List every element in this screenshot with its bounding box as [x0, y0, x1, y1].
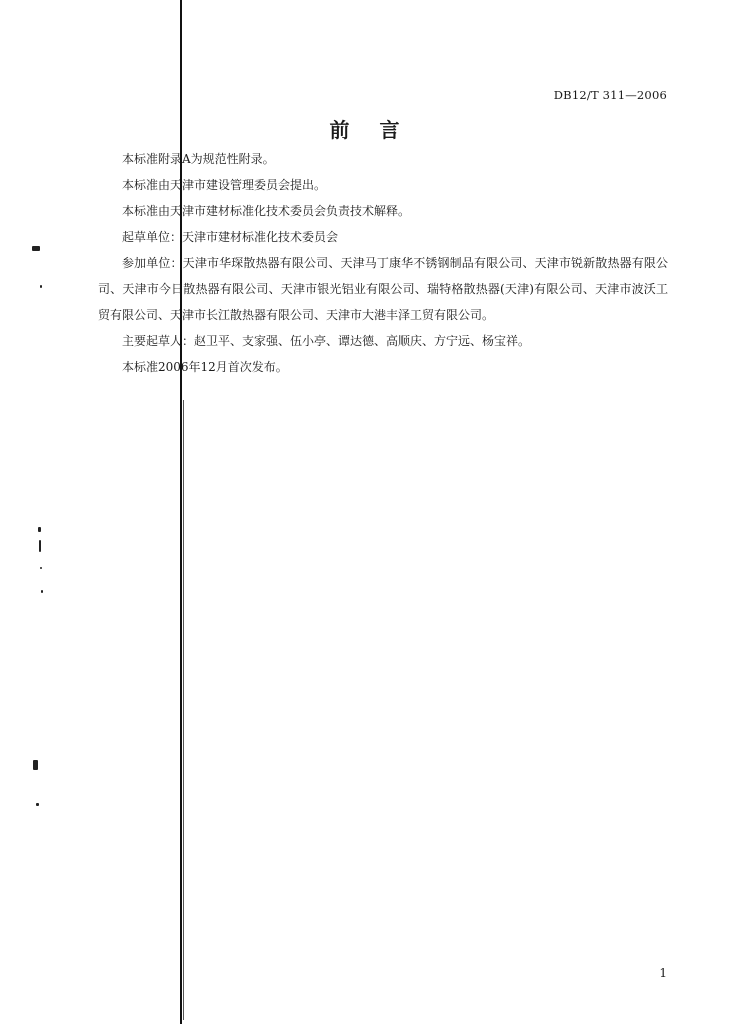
document-code: DB12/T 311—2006 [553, 88, 667, 102]
scan-speck [36, 803, 39, 806]
scan-speck [33, 760, 38, 770]
page-number: 1 [659, 966, 667, 980]
scan-artifact-line-secondary [183, 400, 184, 1020]
scan-speck [39, 540, 41, 552]
document-body [98, 146, 668, 380]
paragraph-release-date: 本标准2006年12月首次发布。 [122, 360, 288, 374]
scan-speck [38, 527, 41, 532]
scan-speck [32, 246, 40, 251]
paragraph-appendix-note: 本标准附录A为规范性附录。 [122, 152, 275, 166]
paragraph-main-drafters: 主要起草人：赵卫平、支家强、伍小亭、谭达德、高顺庆、方宁远、杨宝祥。 [122, 334, 531, 348]
scan-speck [40, 567, 42, 569]
paragraph-interpreter: 本标准由天津市建材标准化技术委员会负责技术解释。 [122, 204, 411, 218]
scan-speck [40, 285, 42, 288]
paragraph-proposer: 本标准由天津市建设管理委员会提出。 [122, 178, 327, 192]
paragraph-participating-units: 参加单位：天津市华琛散热器有限公司、天津马丁康华不锈钢制品有限公司、天津市锐新散热器有限公司、天津市今日散热器有限公司、天津市银光铝业有限公司、瑞特格散热器(天津)有限公司、天津市波沃工贸有限公司、天津市长江散热器有限公司、天津市大港丰泽工贸有限公司。 [98, 256, 668, 322]
paragraph-drafting-unit: 起草单位：天津市建材标准化技术委员会 [122, 230, 339, 244]
scan-speck [41, 590, 43, 593]
page-title: 前言 [329, 118, 430, 142]
